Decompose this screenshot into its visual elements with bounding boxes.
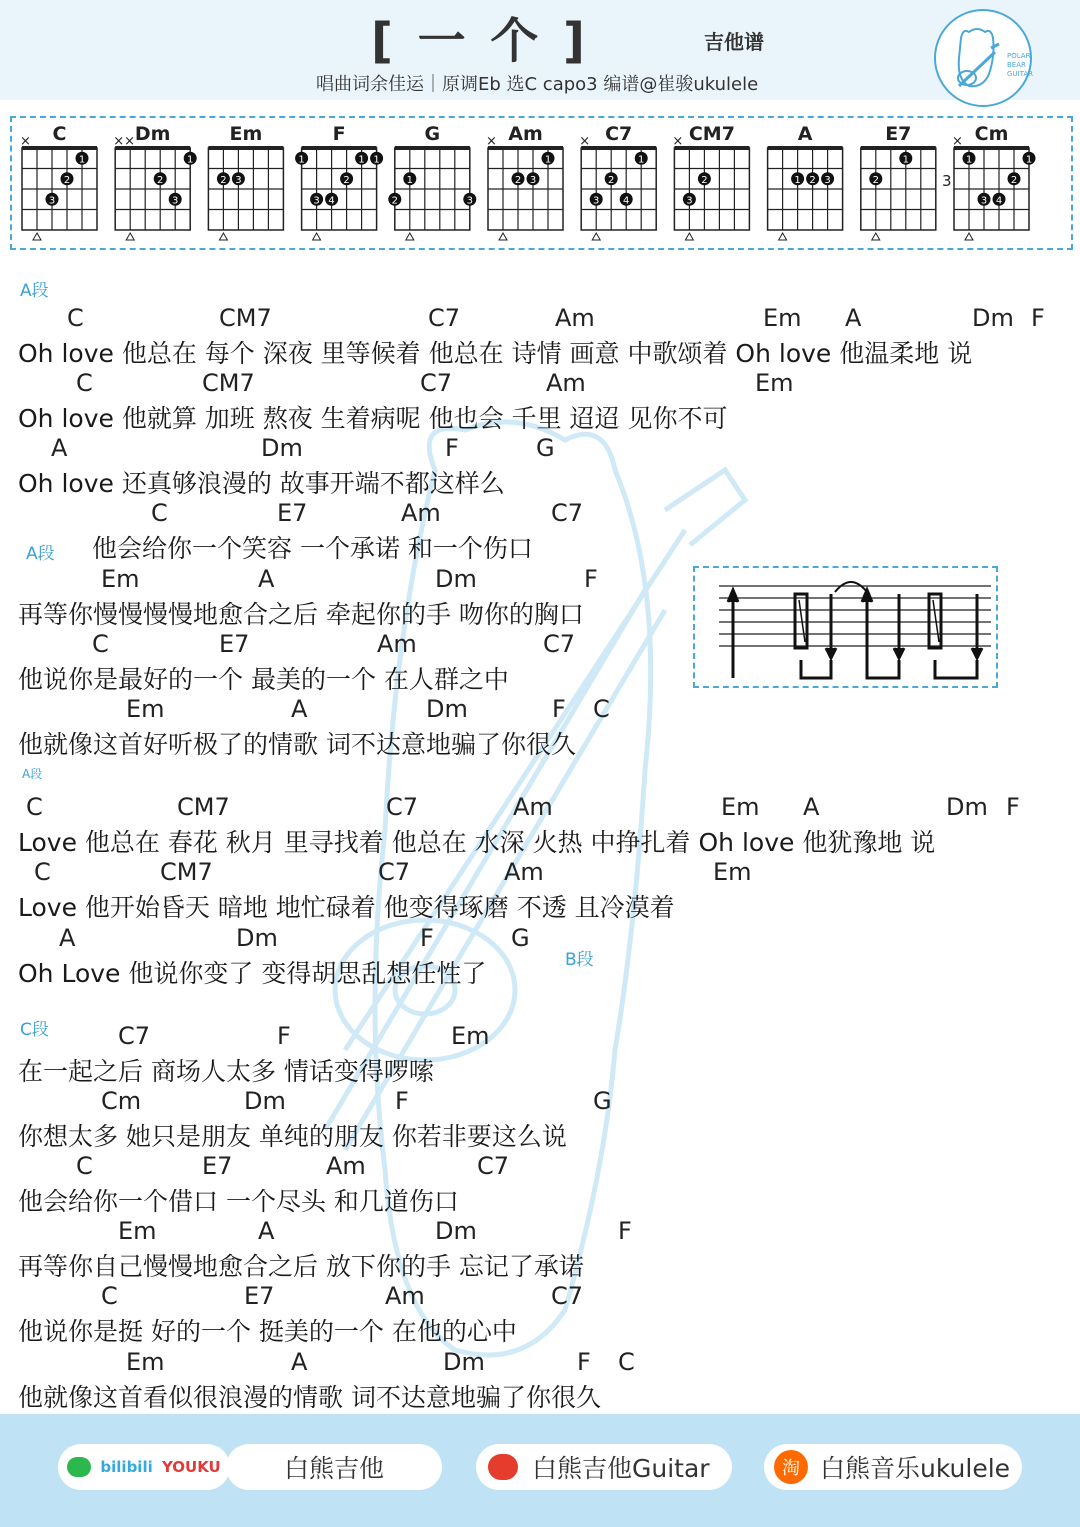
finger-number: 2	[514, 174, 522, 186]
song-title: [ 一 个 ]	[370, 13, 589, 69]
chord-diagram-f	[295, 123, 383, 240]
chord-symbol: C	[26, 793, 43, 821]
chord-symbol: A	[803, 793, 820, 821]
chord-diagram-c	[20, 123, 97, 240]
chord-symbol: CM7	[160, 858, 213, 886]
chord-symbol: F	[552, 695, 566, 723]
finger-number: 4	[623, 195, 630, 207]
chord-symbol: G	[593, 1087, 612, 1115]
finger-number: 3	[980, 195, 988, 207]
chord-diagram-dm	[113, 123, 197, 240]
finger-number: 3	[172, 195, 179, 207]
finger-number: 1	[638, 154, 645, 166]
lyric-text: Love 他总在 春花 秋月 里寻找着 他总在 水深 火热 中挣扎着 Oh love 他犹豫地 说	[18, 828, 936, 857]
lyric-text: 你想太多 她只是朋友 单纯的朋友 你若非要这么说	[18, 1122, 567, 1151]
logo-text-line: POLAR	[1007, 52, 1031, 60]
finger-number: 1	[1025, 154, 1033, 166]
finger-number: 1	[358, 154, 365, 166]
chord-symbol: F	[1006, 793, 1020, 821]
finger-number: 1	[965, 154, 973, 166]
taobao-shop-name: 白熊音乐ukulele	[820, 1454, 1011, 1483]
chord-diagram-a	[768, 123, 843, 240]
chord-symbol: C	[34, 858, 51, 886]
finger-number: 3	[466, 195, 473, 207]
chord-symbol: A	[59, 924, 76, 952]
chord-symbol: F	[618, 1217, 632, 1245]
chord-symbol: C	[593, 695, 610, 723]
chord-symbol: C	[101, 1282, 118, 1310]
channel-link-weibo[interactable]	[476, 1444, 732, 1490]
chord-symbol: Dm	[443, 1348, 485, 1376]
lyric-text: Oh love 还真够浪漫的 故事开端不都这样么	[18, 469, 505, 498]
finger-number: 1	[78, 154, 86, 166]
sheet-type-label: 吉他谱	[704, 30, 764, 54]
chord-symbol: Dm	[261, 434, 303, 462]
chord-diagram-cm7	[672, 123, 749, 240]
finger-number: 3	[824, 174, 831, 186]
chord-symbol: Dm	[946, 793, 988, 821]
finger-number: 3	[529, 174, 537, 186]
root-marker	[406, 233, 414, 240]
finger-number: 3	[686, 195, 693, 207]
chord-symbol: Dm	[435, 1217, 477, 1245]
lyric-text: 他说你是挺 好的一个 挺美的一个 在他的心中	[18, 1317, 517, 1346]
chord-symbol: A	[51, 434, 68, 462]
youku-logo: YOUKU	[161, 1458, 221, 1476]
finger-number: 2	[1010, 174, 1018, 186]
chord-symbol: Em	[118, 1217, 157, 1245]
chord-symbol: Am	[546, 369, 586, 397]
song-credits: 唱曲词余佳运｜原调Eb 选C capo3 编谱@崔骏ukulele	[316, 74, 759, 95]
footer-band	[0, 1414, 1080, 1527]
finger-number: 1	[902, 154, 909, 166]
chord-name: E7	[885, 123, 912, 145]
root-marker	[126, 233, 134, 240]
muted-string-mark: ×	[952, 134, 963, 149]
strum-pattern	[695, 568, 996, 686]
chord-symbol: Am	[401, 499, 441, 527]
chord-symbol: Am	[377, 630, 417, 658]
chord-symbol: E7	[277, 499, 308, 527]
chord-name: C7	[605, 123, 633, 145]
lyric-text: Love 他开始昏天 暗地 地忙碌着 他变得琢磨 不透 且冷漠着	[18, 893, 675, 922]
bilibili-logo: bilibili	[100, 1458, 153, 1476]
chord-symbol: A	[291, 1348, 308, 1376]
chord-diagram-c7	[579, 123, 656, 240]
chord-diagram-cm	[942, 123, 1036, 240]
finger-number: 2	[608, 174, 615, 186]
finger-number: 1	[373, 154, 380, 166]
finger-number: 2	[701, 174, 708, 186]
chord-symbol: C	[92, 630, 109, 658]
muted-string-mark: ×	[20, 134, 31, 149]
chord-symbol: F	[584, 565, 598, 593]
section-label-b: B段	[565, 950, 594, 970]
chord-symbol: CM7	[202, 369, 255, 397]
lyric-text: 他就像这首看似很浪漫的情歌 词不达意地骗了你很久	[18, 1383, 601, 1412]
finger-number: 3	[593, 195, 600, 207]
chord-symbol: C7	[551, 499, 584, 527]
lyric-text: 他会给你一个借口 一个尽头 和几道伤口	[18, 1187, 459, 1216]
finger-number: 2	[391, 195, 398, 207]
lyric-text: 再等你慢慢慢慢地愈合之后 牵起你的手 吻你的胸口	[18, 600, 584, 629]
lyric-text: 他说你是最好的一个 最美的一个 在人群之中	[18, 665, 509, 694]
chord-symbol: Em	[451, 1022, 490, 1050]
lyric-text: 他会给你一个笑容 一个承诺 和一个伤口	[92, 534, 533, 563]
root-marker	[872, 233, 880, 240]
chord-symbol: F	[420, 924, 434, 952]
chord-name: Am	[508, 123, 543, 145]
chord-symbol: C	[618, 1348, 635, 1376]
chord-symbol: A	[291, 695, 308, 723]
chord-symbol: Em	[721, 793, 760, 821]
chord-name: Dm	[134, 123, 171, 145]
chord-symbol: Dm	[426, 695, 468, 723]
chord-name: CM7	[688, 123, 735, 145]
chord-symbol: Em	[126, 1348, 165, 1376]
finger-number: 3	[235, 174, 242, 186]
finger-number: 2	[63, 174, 71, 186]
chord-symbol: C7	[428, 304, 461, 332]
polar-bear-logo	[933, 8, 1033, 108]
lyric-text: 他就像这首好听极了的情歌 词不达意地骗了你很久	[18, 730, 576, 759]
chord-symbol: A	[258, 565, 275, 593]
chord-symbol: G	[511, 924, 530, 952]
chord-symbol: A	[845, 304, 862, 332]
finger-number: 2	[220, 174, 227, 186]
chord-symbol: Em	[101, 565, 140, 593]
chord-symbol: C	[76, 369, 93, 397]
chord-name: Em	[229, 123, 263, 145]
lyric-text: Oh love 他就算 加班 熬夜 生着病呢 他也会 千里 迢迢 见你不可	[18, 404, 728, 433]
channel-link-bilibili[interactable]: 白熊吉他	[226, 1444, 442, 1490]
chord-symbol: F	[445, 434, 459, 462]
logo-text-line: GUITAR	[1007, 70, 1033, 78]
chord-symbol: C7	[543, 630, 576, 658]
finger-number: 2	[343, 174, 350, 186]
chord-symbol: F	[1031, 304, 1045, 332]
chord-symbol: Em	[755, 369, 794, 397]
chord-symbol: C7	[477, 1152, 510, 1180]
chord-symbol: C7	[378, 858, 411, 886]
chord-symbol: Am	[513, 793, 553, 821]
weibo-channel-name: 白熊吉他Guitar	[532, 1454, 710, 1483]
chord-symbol: Am	[385, 1282, 425, 1310]
chord-symbol: C7	[386, 793, 419, 821]
root-marker	[33, 233, 41, 240]
chord-symbol: Dm	[972, 304, 1014, 332]
chord-symbol: C	[76, 1152, 93, 1180]
finger-number: 2	[157, 174, 164, 186]
finger-number: 3	[48, 195, 56, 207]
finger-number: 4	[328, 195, 335, 207]
chord-symbol: E7	[244, 1282, 275, 1310]
chord-symbol: Cm	[101, 1087, 142, 1115]
chord-diagram-e7	[861, 123, 936, 240]
lyric-text: 再等你自己慢慢地愈合之后 放下你的手 忘记了承诺	[18, 1252, 584, 1281]
chord-diagram-em	[208, 123, 283, 240]
finger-number: 1	[544, 154, 552, 166]
chord-symbol: A	[258, 1217, 275, 1245]
root-marker	[685, 233, 693, 240]
muted-string-mark: ×	[486, 134, 497, 149]
chord-symbol: CM7	[177, 793, 230, 821]
chord-symbol: CM7	[219, 304, 272, 332]
chord-symbol: G	[536, 434, 555, 462]
chord-name: C	[52, 123, 67, 145]
chord-symbol: Em	[713, 858, 752, 886]
chord-name: F	[332, 123, 346, 145]
section-label-c: C段	[20, 1020, 49, 1040]
finger-number: 2	[809, 174, 816, 186]
muted-string-mark: ×	[579, 134, 591, 149]
video-platforms-badge[interactable]	[58, 1444, 230, 1490]
chord-name: A	[797, 123, 813, 145]
chord-symbol: Am	[555, 304, 595, 332]
weibo-icon	[488, 1454, 518, 1480]
muted-string-mark: ×	[672, 134, 684, 149]
chord-symbol: C7	[118, 1022, 151, 1050]
chord-chart-panel	[10, 116, 1073, 250]
logo-text-line: BEAR	[1007, 61, 1026, 69]
chord-symbol: E7	[219, 630, 250, 658]
root-marker	[499, 233, 507, 240]
chord-symbol: Dm	[244, 1087, 286, 1115]
channel-link-taobao[interactable]	[764, 1444, 1022, 1490]
muted-string-mark: ××	[113, 134, 135, 149]
finger-number: 2	[872, 174, 879, 186]
section-label-a: A段	[20, 281, 49, 301]
chord-diagrams	[12, 118, 1071, 248]
root-marker	[219, 233, 227, 240]
chord-symbol: Dm	[236, 924, 278, 952]
lyric-text: Oh love 他总在 每个 深夜 里等候着 他总在 诗情 画意 中歌颂着 Oh love 他温柔地 说	[18, 339, 973, 368]
chord-diagram-g	[388, 123, 476, 240]
chord-symbol: Em	[126, 695, 165, 723]
chord-symbol: F	[395, 1087, 409, 1115]
chord-symbol: F	[277, 1022, 291, 1050]
fret-number: 3	[942, 172, 952, 190]
chord-symbol: Am	[504, 858, 544, 886]
root-marker	[592, 233, 600, 240]
chord-symbol: E7	[202, 1152, 233, 1180]
finger-number: 4	[995, 195, 1003, 207]
chord-symbol: Dm	[435, 565, 477, 593]
chord-name: G	[424, 123, 441, 145]
wechat-icon	[67, 1457, 91, 1477]
finger-number: 1	[794, 174, 801, 186]
lyric-text: 在一起之后 商场人太多 情话变得啰嗦	[18, 1057, 434, 1086]
finger-number: 1	[187, 154, 194, 166]
chord-symbol: C7	[551, 1282, 584, 1310]
root-marker	[779, 233, 787, 240]
chord-diagram-am	[486, 123, 563, 240]
chord-symbol: Em	[763, 304, 802, 332]
rhythm-pattern-panel	[693, 566, 998, 688]
chord-name: Cm	[974, 123, 1009, 145]
chord-symbol: Am	[326, 1152, 366, 1180]
root-marker	[313, 233, 321, 240]
chord-symbol: F	[577, 1348, 591, 1376]
lyric-text: Oh Love 他说你变了 变得胡思乱想任性了	[18, 959, 487, 988]
root-marker	[965, 233, 973, 240]
section-label-a: A段	[26, 544, 55, 564]
chord-symbol: C7	[420, 369, 453, 397]
finger-number: 1	[406, 174, 413, 186]
taobao-icon: 淘	[774, 1450, 808, 1484]
finger-number: 1	[298, 154, 305, 166]
chord-symbol: C	[67, 304, 84, 332]
finger-number: 3	[313, 195, 320, 207]
section-label-a: A段	[22, 767, 43, 781]
chord-symbol: C	[151, 499, 168, 527]
